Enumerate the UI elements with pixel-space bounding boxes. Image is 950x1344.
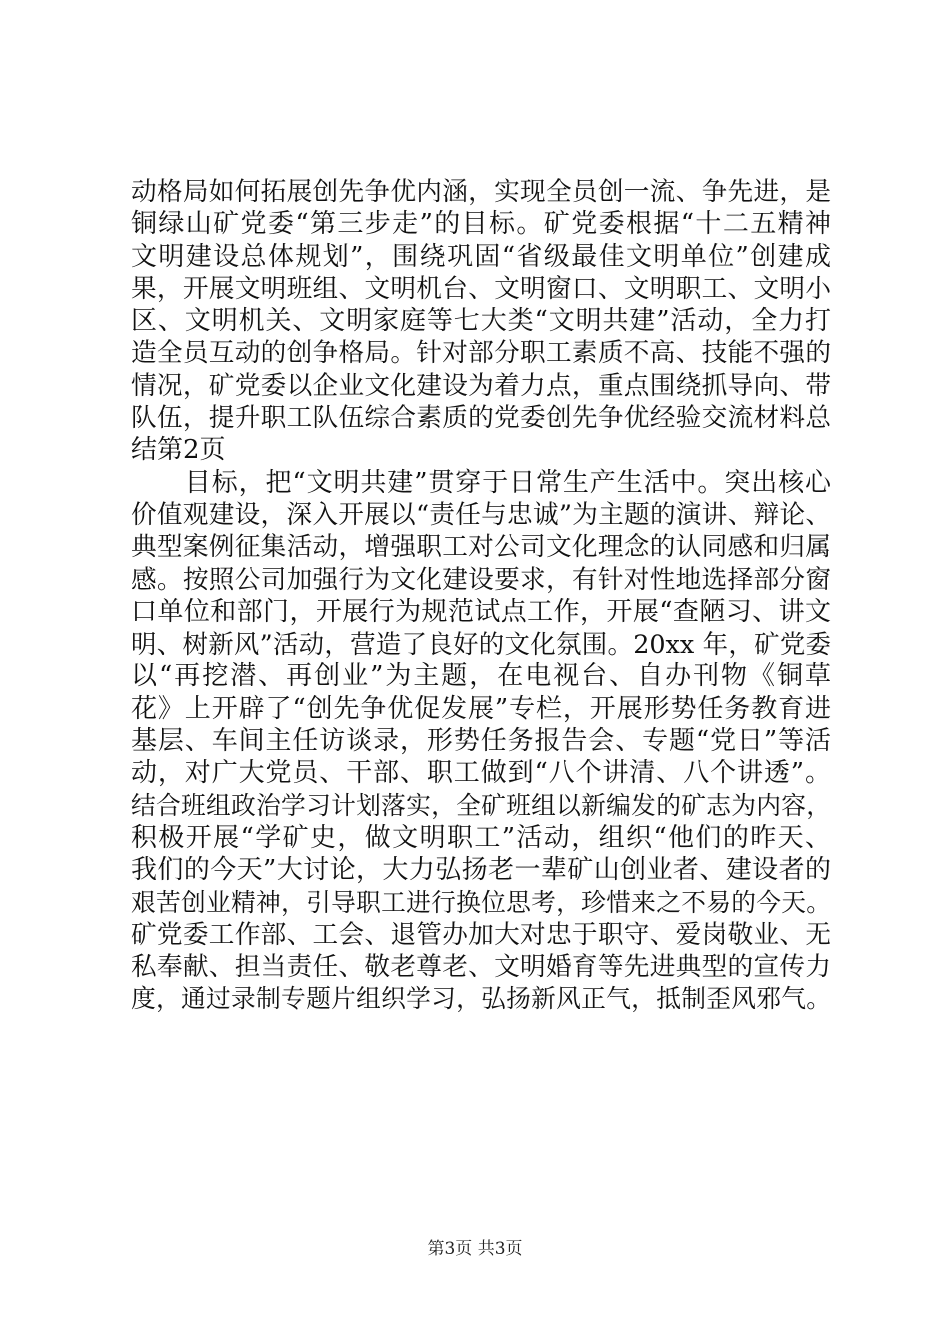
text-line: 果，开展文明班组、文明机台、文明窗口、文明职工、文明小 [131, 273, 831, 304]
text-line: 以“再挖潜、再创业”为主题，在电视台、自办刊物《铜草 [131, 661, 831, 692]
text-line: 结合班组政治学习计划落实，全矿班组以新编发的矿志为内容， [131, 790, 831, 820]
text-line: 基层、车间主任访谈录，形势任务报告会、专题“党日”等活 [131, 726, 831, 757]
paragraph-2 [131, 467, 831, 1016]
page-number-footer: 第3页 共3页 [427, 1239, 523, 1259]
text-line: 积极开展“学矿史，做文明职工”活动，组织“他们的昨天、 [131, 822, 831, 853]
text-line: 结第2页 [131, 435, 226, 466]
text-line: 情况，矿党委以企业文化建设为着力点，重点围绕抓导向、带 [131, 370, 831, 401]
text-line: 典型案例征集活动，增强职工对公司文化理念的认同感和归属 [131, 532, 831, 563]
text-line: 矿党委工作部、工会、退管办加大对忠于职守、爱岗敬业、无 [131, 919, 831, 950]
text-line: 我们的今天”大讨论，大力弘扬老一辈矿山创业者、建设者的 [131, 855, 831, 886]
text-line: 铜绿山矿党委“第三步走”的目标。矿党委根据“十二五精神 [131, 209, 831, 240]
text-line: 私奉献、担当责任、敬老尊老、文明婚育等先进典型的宣传力 [131, 952, 831, 983]
text-line: 造全员互动的创争格局。针对部分职工素质不高、技能不强的 [131, 338, 831, 369]
text-line: 口单位和部门，开展行为规范试点工作，开展“查陋习、讲文 [131, 596, 831, 627]
text-line: 文明建设总体规划”，围绕巩固“省级最佳文明单位”创建成 [131, 241, 831, 272]
text-line: 动，对广大党员、干部、职工做到“八个讲清、八个讲透”。 [131, 758, 831, 789]
text-line: 艰苦创业精神，引导职工进行换位思考，珍惜来之不易的今天。 [131, 887, 831, 917]
text-line: 感。按照公司加强行为文化建设要求，有针对性地选择部分窗 [131, 564, 831, 595]
body-text [131, 176, 831, 1016]
text-line: 目标，把“文明共建”贯穿于日常生产生活中。突出核心 [131, 467, 831, 498]
text-line: 明、树新风”活动，营造了良好的文化氛围。20xx 年，矿党委 [131, 629, 831, 660]
text-line: 花》上开辟了“创先争优促发展”专栏，开展形势任务教育进 [131, 693, 831, 724]
paragraph-1 [131, 176, 831, 467]
text-line: 度，通过录制专题片组织学习，弘扬新风正气，抵制歪风邪气。 [131, 984, 831, 1014]
text-line: 队伍，提升职工队伍综合素质的党委创先争优经验交流材料总 [131, 403, 831, 434]
text-line: 区、文明机关、文明家庭等七大类“文明共建”活动，全力打 [131, 306, 831, 337]
text-line: 动格局如何拓展创先争优内涵，实现全员创一流、争先进，是 [131, 177, 831, 207]
text-line: 价值观建设，深入开展以“责任与忠诚”为主题的演讲、辩论、 [131, 499, 831, 530]
